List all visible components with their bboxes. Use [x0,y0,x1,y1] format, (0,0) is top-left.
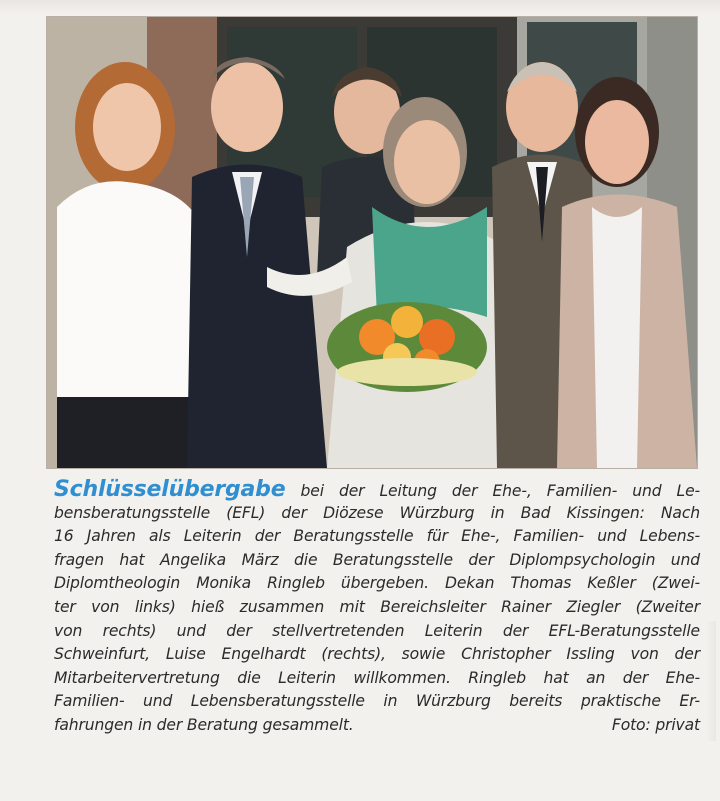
caption-headline: Schlüsselübergabe [54,477,286,502]
caption-line-6: ter von links) hieß zusammen mit Bereichsleiter Rainer Ziegler (Zweiter [54,597,700,616]
caption-line-8: Schweinfurt, Luise Engelhardt (rechts), sowie Christopher Issling von der [54,645,700,664]
caption-last-text: fahrungen in der Beratung gesammelt. [54,715,354,734]
caption-line-11 [54,714,700,738]
caption-line-2: bensberatungsstelle (EFL) der Diözese Würzburg in Bad Kissingen: Nach [54,503,700,522]
group-photo [47,17,697,468]
caption-line-3: 16 Jahren als Leiterin der Beratungsstelle für Ehe-, Familien- und Lebens- [54,527,700,546]
caption-line-4: fragen hat Angelika März die Beratungsstelle der Diplompsychologin und [54,550,700,569]
caption-line-1 [54,478,700,502]
caption-line-10: Familien- und Lebensberatungsstelle in Würzburg bereits praktische Er- [54,692,700,711]
page-top-edge [0,0,720,14]
bouquet [327,302,487,392]
photo-caption [54,478,700,738]
caption-line-7: von rechts) und der stellvertretenden Leiterin der EFL-Beratungsstelle [54,621,700,640]
caption-text: bei der Leitung der Ehe-, Familien- und Le- [285,482,700,500]
caption-line-9: Mitarbeitervertretung die Leiterin willkommen. Ringleb hat an der Ehe- [54,668,700,687]
photo-credit: Foto: privat [611,715,700,734]
scan-shadow [706,621,716,741]
caption-line-5: Diplomtheologin Monika Ringleb übergeben. Dekan Thomas Keßler (Zwei- [54,574,700,593]
